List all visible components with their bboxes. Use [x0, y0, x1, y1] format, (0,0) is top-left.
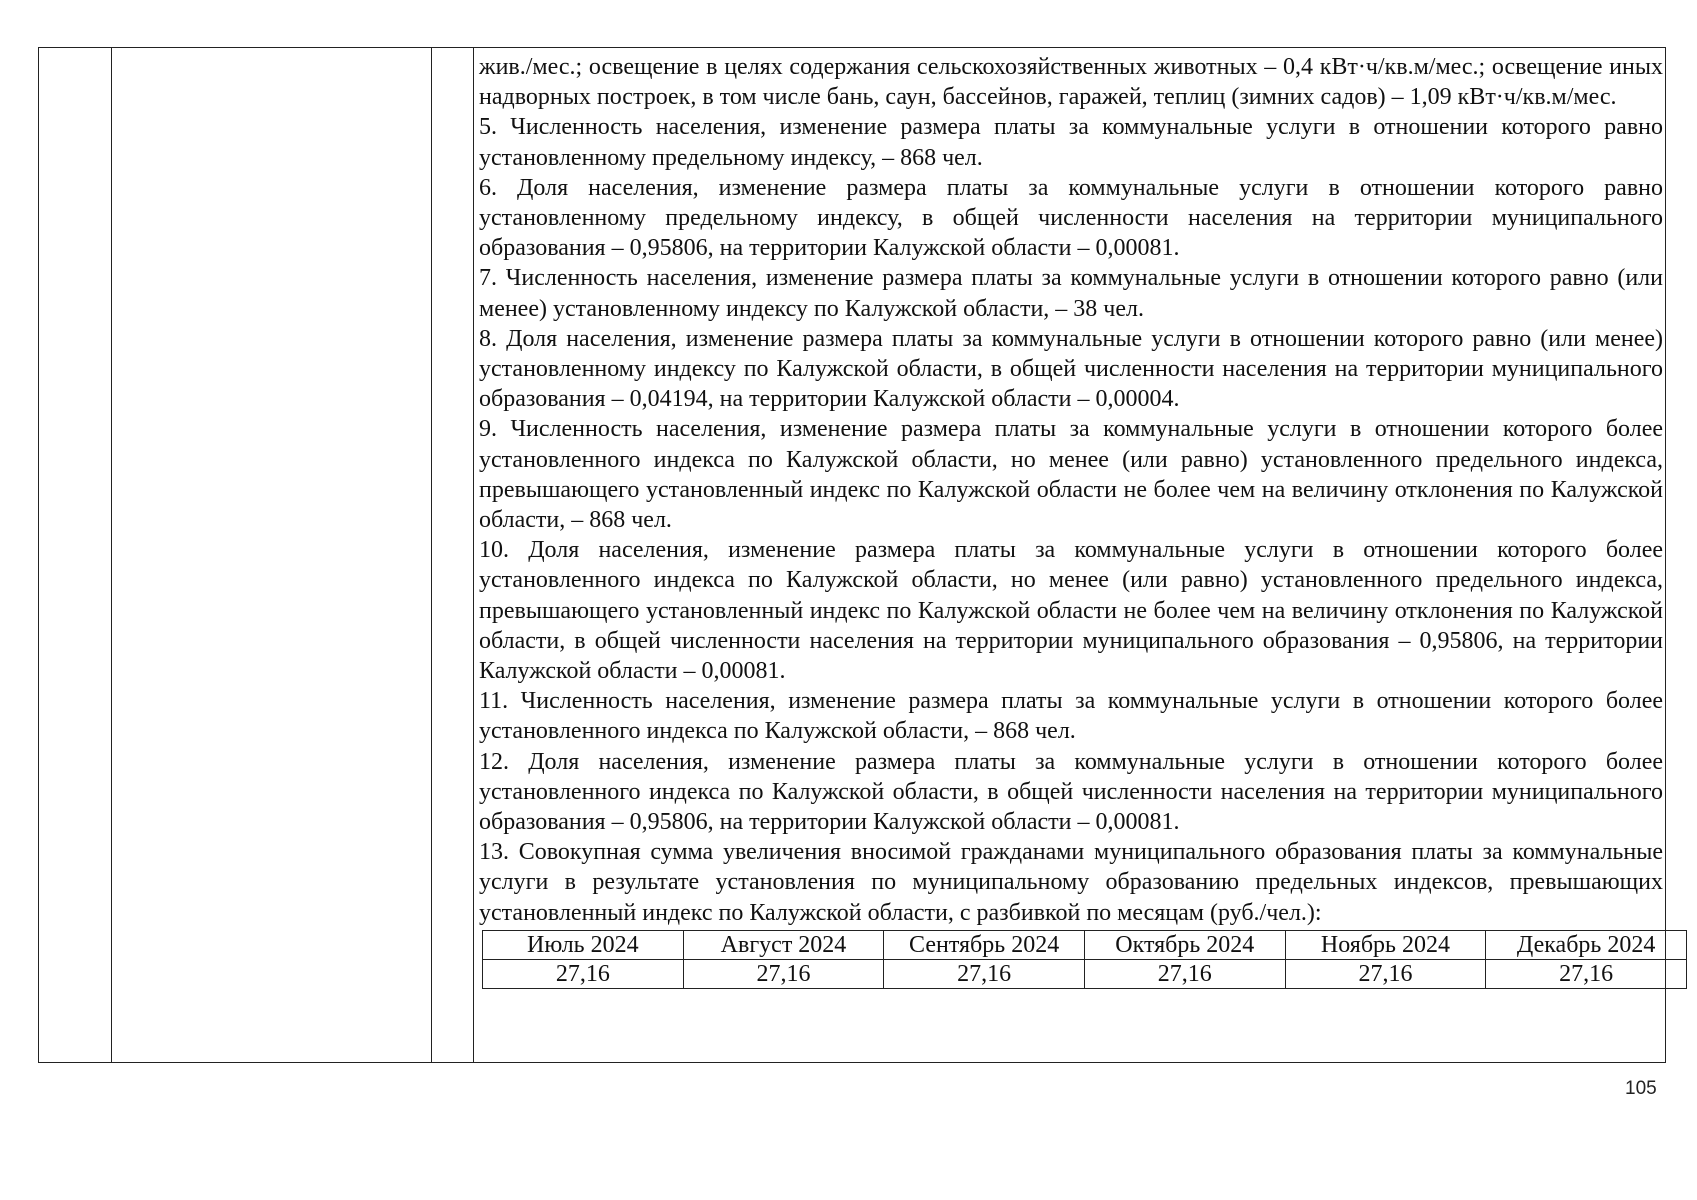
monthly-amounts-table — [482, 930, 1687, 989]
value-cell-november: 27,16 — [1285, 959, 1486, 988]
content-cell — [479, 52, 1663, 989]
paragraph-item-10: 10. Доля населения, изменение размера платы за коммунальные услуги в отношении которого более установленного индекса по Калужской области, но менее (или равно) установленного предельного индекса, превышающего установленный индекс по Калужской области не более чем на величину отклонения по Калужской области, в общей численности населения на территории муниципального образования – 0,95806, на территории Калужской области – 0,00081. — [479, 537, 1663, 685]
paragraph-item-5: 5. Численность населения, изменение размера платы за коммунальные услуги в отношении которого равно установленному предельному индексу, – 868 чел. — [479, 114, 1663, 171]
column-divider-1 — [111, 48, 112, 1062]
header-cell-november: Ноябрь 2024 — [1285, 930, 1486, 959]
value-cell-july: 27,16 — [483, 959, 684, 988]
paragraph-item-13: 13. Совокупная сумма увеличения вносимой гражданами муниципального образования платы за коммунальные услуги в результате установления по муниципальному образованию предельных индексов, превышающих установленный индекс по Калужской области, с разбивкой по месяцам (руб./чел.): — [479, 839, 1663, 926]
paragraph-item-7: 7. Численность населения, изменение размера платы за коммунальные услуги в отношении которого равно (или менее) установленному индексу по Калужской области, – 38 чел. — [479, 265, 1663, 322]
header-cell-july: Июль 2024 — [483, 930, 684, 959]
paragraph-item-6: 6. Доля населения, изменение размера платы за коммунальные услуги в отношении которого равно установленному предельному индексу, в общей численности населения на территории муниципального образования – 0,95806, на территории Калужской области – 0,00081. — [479, 174, 1663, 262]
paragraph-continuation: жив./мес.; освещение в целях содержания сельскохозяйственных животных – 0,4 кВт·ч/кв.м/мес.; освещение иных надворных построек, в том числе бань, саун, бассейнов, гаражей, теплиц (зимних садов) – 1,09 кВт·ч/кв.м/мес. — [479, 54, 1663, 111]
value-cell-october: 27,16 — [1084, 959, 1285, 988]
page-number: 105 — [1625, 1078, 1657, 1099]
header-cell-december: Декабрь 2024 — [1486, 930, 1687, 959]
table-value-row — [483, 959, 1687, 988]
value-cell-september: 27,16 — [884, 959, 1085, 988]
paragraph-item-11: 11. Численность населения, изменение размера платы за коммунальные услуги в отношении которого более установленного индекса по Калужской области, – 868 чел. — [479, 688, 1663, 745]
header-cell-october: Октябрь 2024 — [1084, 930, 1285, 959]
value-cell-december: 27,16 — [1486, 959, 1687, 988]
paragraph-item-12: 12. Доля населения, изменение размера платы за коммунальные услуги в отношении которого более установленного индекса по Калужской области, в общей численности населения на территории муниципального образования – 0,95806, на территории Калужской области – 0,00081. — [479, 748, 1663, 836]
table-header-row — [483, 930, 1687, 959]
value-cell-august: 27,16 — [683, 959, 884, 988]
column-divider-3 — [473, 48, 474, 1062]
document-table — [38, 47, 1666, 1063]
column-divider-2 — [431, 48, 432, 1062]
header-cell-september: Сентябрь 2024 — [884, 930, 1085, 959]
paragraph-item-9: 9. Численность населения, изменение размера платы за коммунальные услуги в отношении которого более установленного индекса по Калужской области, но менее (или равно) установленного предельного индекса, превышающего установленный индекс по Калужской области не более чем на величину отклонения по Калужской области, – 868 чел. — [479, 416, 1663, 534]
header-cell-august: Август 2024 — [683, 930, 884, 959]
paragraph-item-8: 8. Доля населения, изменение размера платы за коммунальные услуги в отношении которого равно (или менее) установленному индексу по Калужской области, в общей численности населения на территории муниципального образования – 0,04194, на территории Калужской области – 0,00004. — [479, 325, 1663, 413]
